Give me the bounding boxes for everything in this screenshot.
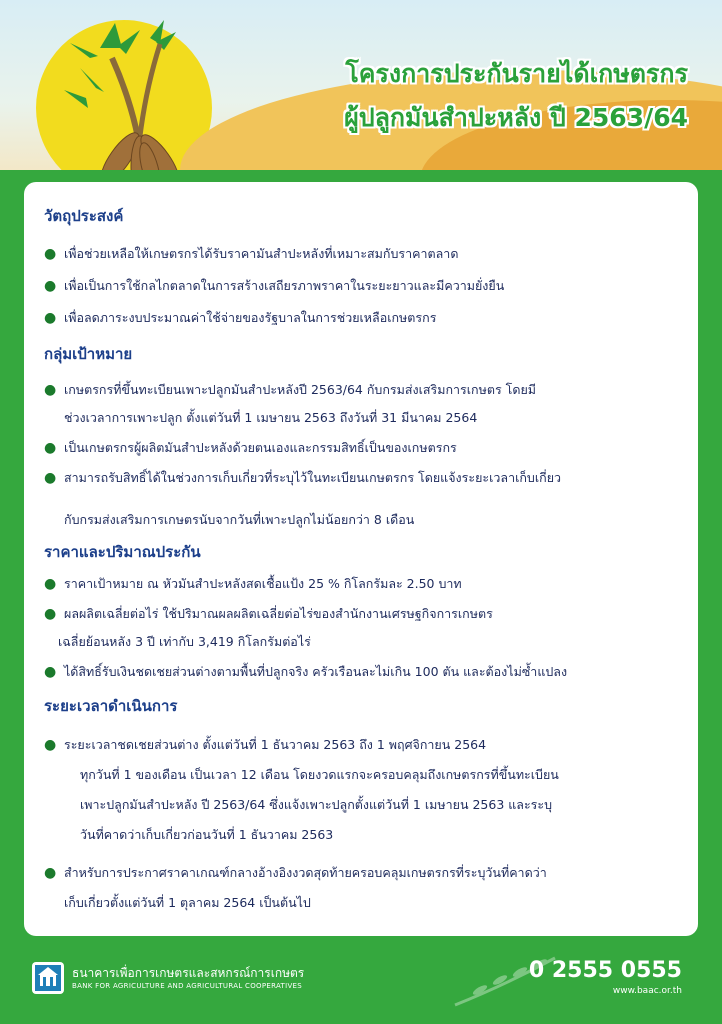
header-banner	[0, 0, 722, 170]
bullet-icon: ●	[44, 246, 57, 262]
bullet-icon: ●	[44, 606, 57, 622]
bullet-icon: ●	[44, 310, 57, 326]
item-text: ได้สิทธิ์รับเงินชดเชยส่วนต่างตามพื้นที่ปลูกจริง ครัวเรือนละไม่เกิน 100 ตัน และต้องไม่ซ้ำแปลง	[64, 664, 568, 679]
list-item	[44, 600, 684, 656]
page-title	[208, 52, 688, 140]
bullet-icon: ●	[44, 278, 57, 294]
item-text: ช่วงเวลาการเพาะปลูก ตั้งแต่วันที่ 1 เมษายน 2563 ถึงวันที่ 31 มีนาคม 2564	[64, 410, 478, 425]
section-heading-price-quantity: ราคาและปริมาณประกัน	[44, 543, 201, 561]
content-panel	[24, 182, 698, 936]
bullet-icon: ●	[44, 664, 57, 680]
section-heading-timeline: ระยะเวลาดำเนินการ	[44, 697, 178, 715]
cassava-plant-icon	[60, 18, 210, 170]
list-item	[44, 304, 684, 332]
item-text: เก็บเกี่ยวตั้งแต่วันที่ 1 ตุลาคม 2564 เป็นต้นไป	[64, 895, 311, 910]
item-text: ผลผลิตเฉลี่ยต่อไร่ ใช้ปริมาณผลผลิตเฉลี่ยต่อไร่ของสำนักงานเศรษฐกิจการเกษตร	[64, 606, 493, 621]
bullet-icon: ●	[44, 470, 57, 486]
item-text: เกษตรกรที่ขึ้นทะเบียนเพาะปลูกมันสำปะหลังปี 2563/64 กับกรมส่งเสริมการเกษตร โดยมี	[64, 382, 537, 397]
title-line-1: โครงการประกันรายได้เกษตรกร	[345, 59, 688, 88]
bullet-icon: ●	[44, 865, 57, 881]
list-item	[44, 240, 684, 268]
list-item	[44, 570, 684, 598]
item-text: เพื่อช่วยเหลือให้เกษตรกรได้รับราคามันสำปะหลังที่เหมาะสมกับราคาตลาด	[64, 246, 459, 261]
list-item	[44, 658, 684, 686]
bullet-icon: ●	[44, 440, 57, 456]
phone-number: 0 2555 0555	[528, 958, 682, 983]
baac-logo-icon	[32, 962, 64, 994]
item-text: เป็นเกษตรกรผู้ผลิตมันสำปะหลังด้วยตนเองและกรรมสิทธิ์เป็นของเกษตรกร	[64, 440, 457, 455]
item-text: ทุกวันที่ 1 ของเดือน เป็นเวลา 12 เดือน โดยงวดแรกจะครอบคลุมถึงเกษตรกรที่ขึ้นทะเบียน	[80, 767, 559, 782]
section-heading-target-group: กลุ่มเป้าหมาย	[44, 345, 133, 363]
list-item	[44, 272, 684, 300]
list-item	[44, 464, 684, 541]
section-heading-objectives: วัตถุประสงค์	[44, 207, 124, 225]
bullet-icon: ●	[44, 382, 57, 398]
list-item	[44, 376, 684, 432]
list-item	[44, 858, 684, 918]
item-text: เพื่อเป็นการใช้กลไกตลาดในการสร้างเสถียรภาพราคาในระยะยาวและมีความยั่งยืน	[64, 278, 505, 293]
item-text: กับกรมส่งเสริมการเกษตรนับจากวันที่เพาะปลูกไม่น้อยกว่า 8 เดือน	[64, 512, 415, 527]
bank-name-english: BANK FOR AGRICULTURE AND AGRICULTURAL COOPERATIVES	[72, 982, 303, 990]
item-text: เพาะปลูกมันสำปะหลัง ปี 2563/64 ซึ่งแจ้งเพาะปลูกตั้งแต่วันที่ 1 เมษายน 2563 และระบุ	[80, 797, 553, 812]
bullet-icon: ●	[44, 576, 57, 592]
bank-name-thai: ธนาคารเพื่อการเกษตรและสหกรณ์การเกษตร	[72, 966, 305, 980]
item-text: ระยะเวลาชดเชยส่วนต่าง ตั้งแต่วันที่ 1 ธันวาคม 2563 ถึง 1 พฤศจิกายน 2564	[64, 737, 487, 752]
item-text: เฉลี่ยย้อนหลัง 3 ปี เท่ากับ 3,419 กิโลกรัมต่อไร่	[58, 634, 311, 649]
title-line-2: ผู้ปลูกมันสำปะหลัง ปี 2563/64	[344, 103, 688, 132]
item-text: ราคาเป้าหมาย ณ หัวมันสำปะหลังสดเชื้อแป้ง 25 % กิโลกรัมละ 2.50 บาท	[64, 576, 462, 591]
website-link[interactable]: www.baac.or.th	[612, 986, 682, 996]
list-item	[44, 730, 684, 850]
footer	[0, 944, 722, 1024]
item-text: เพื่อลดภาระงบประมาณค่าใช้จ่ายของรัฐบาลในการช่วยเหลือเกษตรกร	[64, 310, 437, 325]
bullet-icon: ●	[44, 737, 57, 753]
item-text: สำหรับการประกาศราคาเกณฑ์กลางอ้างอิงงวดสุดท้ายครอบคลุมเกษตรกรที่ระบุวันที่คาดว่า	[64, 865, 547, 880]
item-text: สามารถรับสิทธิ์ได้ในช่วงการเก็บเกี่ยวที่ระบุไว้ในทะเบียนเกษตรกร โดยแจ้งระยะเวลาเก็บเกี่ยว	[64, 470, 562, 485]
item-text: วันที่คาดว่าเก็บเกี่ยวก่อนวันที่ 1 ธันวาคม 2563	[80, 827, 334, 842]
